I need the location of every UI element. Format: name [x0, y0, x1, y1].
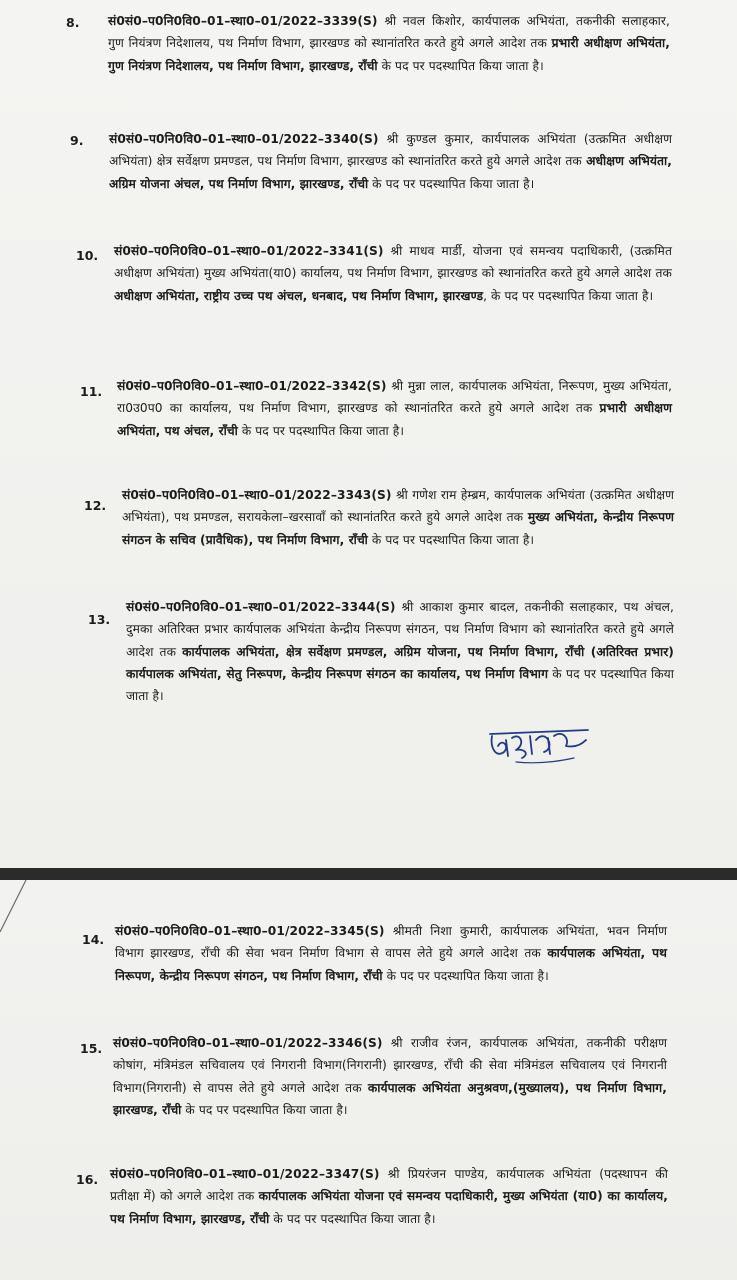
order-reference: सं0सं0–प0नि0वि0–01–स्था0–01/2022–3345(S)	[115, 924, 385, 938]
order-text-end: , के पद पर पदस्थापित किया जाता है।	[483, 288, 654, 303]
paper-fold-mark	[0, 880, 60, 940]
order-reference: सं0सं0–प0नि0वि0–01–स्था0–01/2022–3346(S)	[113, 1036, 383, 1050]
order-item-8	[108, 10, 670, 77]
order-text: श्री कुण्डल कुमार, कार्यपालक अभियंता (उत्क्रमित अधीक्षण अभियंता) क्षेत्र सर्वेक्षण प्रमण्डल, पथ निर्माण विभाग, झारखण्ड को स्थानांतरित करते हुये अगले आदेश तक	[109, 132, 672, 169]
order-text: श्रीमती निशा कुमारी, कार्यपालक अभियंता, भवन निर्माण विभाग झारखण्ड, राँची की सेवा भवन निर्माण विभाग से वापस लेते हुये अगले आदेश तक	[115, 924, 667, 961]
order-reference: सं0सं0–प0नि0वि0–01–स्था0–01/2022–3339(S)	[108, 14, 378, 28]
posting-designation: कार्यपालक अभियंता, पथ निरूपण, केन्द्रीय निरूपण संगठन, पथ निर्माण विभाग, राँची	[115, 946, 667, 983]
order-item-14	[115, 920, 667, 987]
order-reference: सं0सं0–प0नि0वि0–01–स्था0–01/2022–3342(S)	[117, 379, 387, 393]
item-number: 15.	[80, 1041, 103, 1056]
order-reference: सं0सं0–प0नि0वि0–01–स्था0–01/2022–3341(S)	[114, 244, 384, 258]
order-text-end: के पद पर पदस्थापित किया जाता है।	[269, 1211, 436, 1226]
posting-designation: कार्यपालक अभियंता अनुश्रवण,(मुख्यालय), पथ निर्माण विभाग, झारखण्ड, राँची	[113, 1080, 667, 1117]
order-reference: सं0सं0–प0नि0वि0–01–स्था0–01/2022–3340(S)	[109, 132, 379, 146]
order-text-end: के पद पर पदस्थापित किया जाता है।	[382, 968, 549, 983]
order-item-13	[126, 596, 674, 707]
order-reference: सं0सं0–प0नि0वि0–01–स्था0–01/2022–3343(S)	[122, 488, 392, 502]
order-text: श्री माधव मार्डी, योजना एवं समन्वय पदाधिकारी, (उत्क्रमित अधीक्षण अभियंता) मुख्य अभियंता(या0) कार्यालय, पथ निर्माण विभाग, झारखण्ड को स्थानांतरित करते हुये अगले आदेश तक	[114, 244, 672, 281]
order-item-15	[113, 1032, 667, 1121]
order-text-end: के पद पर पदस्थापित किया जाता है।	[126, 666, 674, 704]
posting-designation: कार्यपालक अभियंता, क्षेत्र सर्वेक्षण प्रमण्डल, अग्रिम योजना, पथ निर्माण विभाग, राँची (अतिरिक्त प्रभार) कार्यपालक अभियंता, सेतु निरूपण, केन्द्रीय निरूपण संगठन का कार्यालय, पथ निर्माण विभाग	[126, 644, 674, 681]
posting-designation: प्रभारी अधीक्षण अभियंता, गुण नियंत्रण निदेशालय, पथ निर्माण विभाग, झारखण्ड, राँची	[108, 36, 670, 73]
order-item-11	[117, 375, 672, 442]
order-text-end: के पद पर पदस्थापित किया जाता है।	[181, 1102, 348, 1117]
order-text: श्री आकाश कुमार बादल, तकनीकी सलाहकार, पथ अंचल, दुमका अतिरिक्त प्रभार कार्यपालक अभियंता केन्द्रीय निरूपण संगठन, पथ निर्माण विभाग को स्थानांतरित करते हुये अगले आदेश तक	[126, 600, 674, 659]
order-reference: सं0सं0–प0नि0वि0–01–स्था0–01/2022–3344(S)	[126, 600, 396, 614]
order-reference: सं0सं0–प0नि0वि0–01–स्था0–01/2022–3347(S)	[110, 1167, 380, 1181]
signature	[486, 718, 596, 768]
posting-designation: अधीक्षण अभियंता, अग्रिम योजना अंचल, पथ निर्माण विभाग, झारखण्ड, राँची	[109, 154, 672, 191]
item-number: 12.	[84, 498, 107, 513]
item-number: 16.	[76, 1172, 99, 1187]
order-text-end: के पद पर पदस्थापित किया जाता है।	[367, 532, 535, 547]
posting-designation: अधीक्षण अभियंता, राष्ट्रीय उच्च पथ अंचल, धनबाद, पथ निर्माण विभाग, झारखण्ड	[114, 288, 484, 303]
item-number: 10.	[76, 248, 99, 263]
order-text: श्री राजीव रंजन, कार्यपालक अभियंता, तकनीकी परीक्षण कोषांग, मंत्रिमंडल सचिवालय एवं निगरानी विभाग(निगरानी) झारखण्ड, राँची की सेवा मंत्रिमंडल सचिवालय एवं निगरानी विभाग(निगरानी) से वापस लेते हुये अगले आदेश तक	[113, 1036, 667, 1095]
order-text-end: के पद पर पदस्थापित किया जाता है।	[377, 58, 544, 73]
order-item-12	[122, 484, 674, 551]
order-item-16	[110, 1163, 668, 1230]
item-number: 9.	[70, 133, 84, 148]
order-text: श्री प्रियरंजन पाण्डेय, कार्यपालक अभियंता (पदस्थापन की प्रतीक्षा में) को अगले आदेश तक	[110, 1167, 668, 1204]
item-number: 14.	[82, 932, 105, 947]
order-text: श्री नवल किशोर, कार्यपालक अभियंता, तकनीकी सलाहकार, गुण नियंत्रण निदेशालय, पथ निर्माण विभाग, झारखण्ड को स्थानांतरित करते हुये अगले आदेश तक	[108, 14, 670, 51]
posting-designation: प्रभारी अधीक्षण अभियंता, पथ अंचल, राँची	[117, 401, 672, 438]
order-text: श्री गणेश राम हेम्ब्रम, कार्यपालक अभियंता (उत्क्रमित अधीक्षण अभियंता), पथ प्रमण्डल, सरायकेला–खरसावाँ को स्थानांतरित करते हुये अगले आदेश तक	[122, 488, 674, 525]
item-number: 8.	[66, 15, 80, 30]
posting-designation: मुख्य अभियंता, केन्द्रीय निरूपण संगठन के सचिव (प्रावैधिक), पथ निर्माण विभाग, राँची	[122, 510, 674, 547]
order-text: श्री मुन्ना लाल, कार्यपालक अभियंता, निरूपण, मुख्य अभियंता, रा0उ0प0 का कार्यालय, पथ निर्माण विभाग, झारखण्ड को स्थानांतरित करते हुये अगले आदेश तक	[117, 379, 672, 416]
item-number: 11.	[80, 384, 103, 399]
order-text-end: के पद पर पदस्थापित किया जाता है।	[368, 176, 535, 191]
order-item-9	[109, 128, 672, 195]
order-item-10	[114, 240, 672, 307]
posting-designation: कार्यपालक अभियंता योजना एवं समन्वय पदाधिकारी, मुख्य अभियंता (या0) का कार्यालय, पथ निर्माण विभाग, झारखण्ड, राँची	[110, 1189, 668, 1226]
item-number: 13.	[88, 612, 111, 627]
order-text-end: के पद पर पदस्थापित किया जाता है।	[237, 423, 405, 438]
